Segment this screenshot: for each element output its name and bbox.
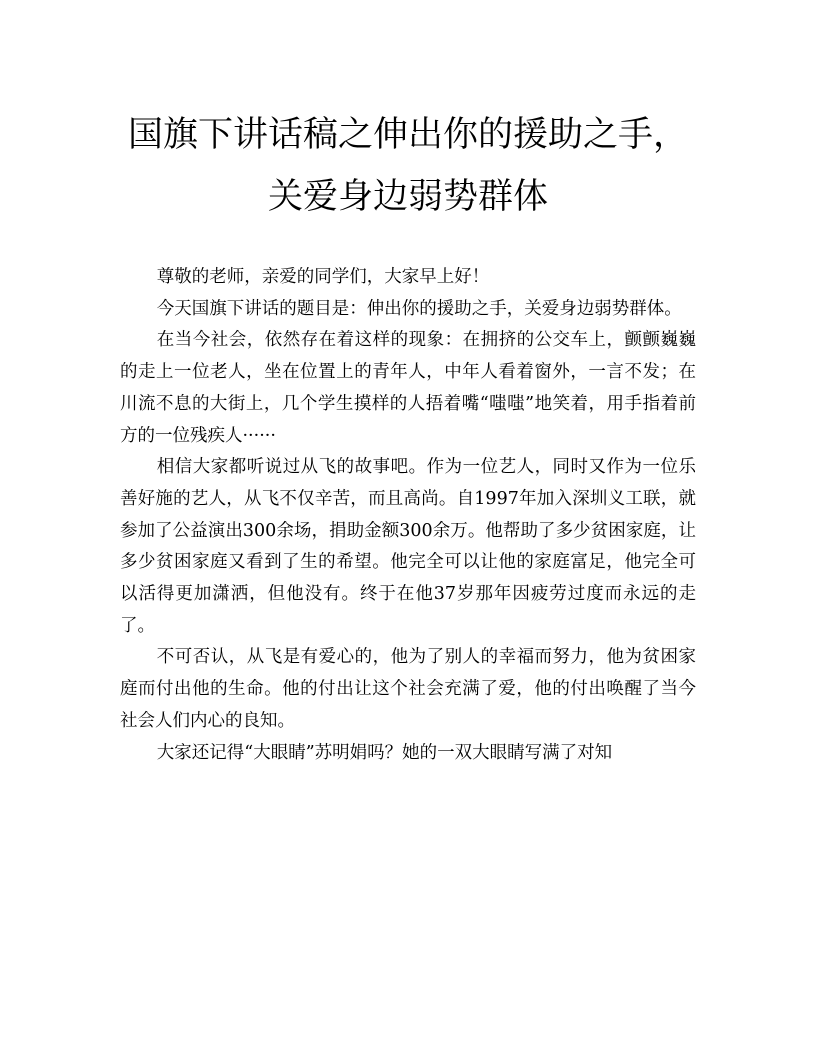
- paragraph-greeting: 尊敬的老师，亲爱的同学们，大家早上好！: [156, 267, 490, 287]
- document-title: 国旗下讲话稿之伸出你的援助之手，关爱身边弱势群体: [127, 115, 688, 217]
- document-body: [120, 262, 696, 769]
- paragraph-big-eyes: 大家还记得“大眼睛”苏明娟吗？她的一双大眼睛写满了对知: [156, 742, 613, 763]
- paragraph-congfei-story: 相信大家都听说过从飞的故事吧。作为一位艺人，同时又作为一位乐善好施的艺人，从飞不仅辛苦，而且高尚。自1997年加入深圳义工联，就参加了公益演出300余场，捐助金额300余万。他帮助了多少贫困家庭，让多少贫困家庭又看到了生的希望。他完全可以让他的家庭富足，他完全可以活得更加潇洒，但他没有。终于在他37岁那年因疲劳过度而永远的走了。: [120, 457, 696, 636]
- paragraph-congfei-reflection: 不可否认，从飞是有爱心的，他为了别人的幸福而努力，他为贫困家庭而付出他的生命。他的付出让这个社会充满了爱，他的付出唤醒了当今社会人们内心的良知。: [120, 647, 696, 731]
- paragraph-phenomenon: 在当今社会，依然存在着这样的现象：在拥挤的公交车上，颤颤巍巍的走上一位老人，坐在位置上的青年人，中年人看着窗外，一言不发；在川流不息的大街上，几个学生摸样的人捂着嘴“嗤嗤”地笑着，用手指着前方的一位残疾人······: [120, 330, 696, 446]
- paragraph-topic: 今天国旗下讲话的题目是：伸出你的援助之手，关爱身边弱势群体。: [156, 298, 682, 319]
